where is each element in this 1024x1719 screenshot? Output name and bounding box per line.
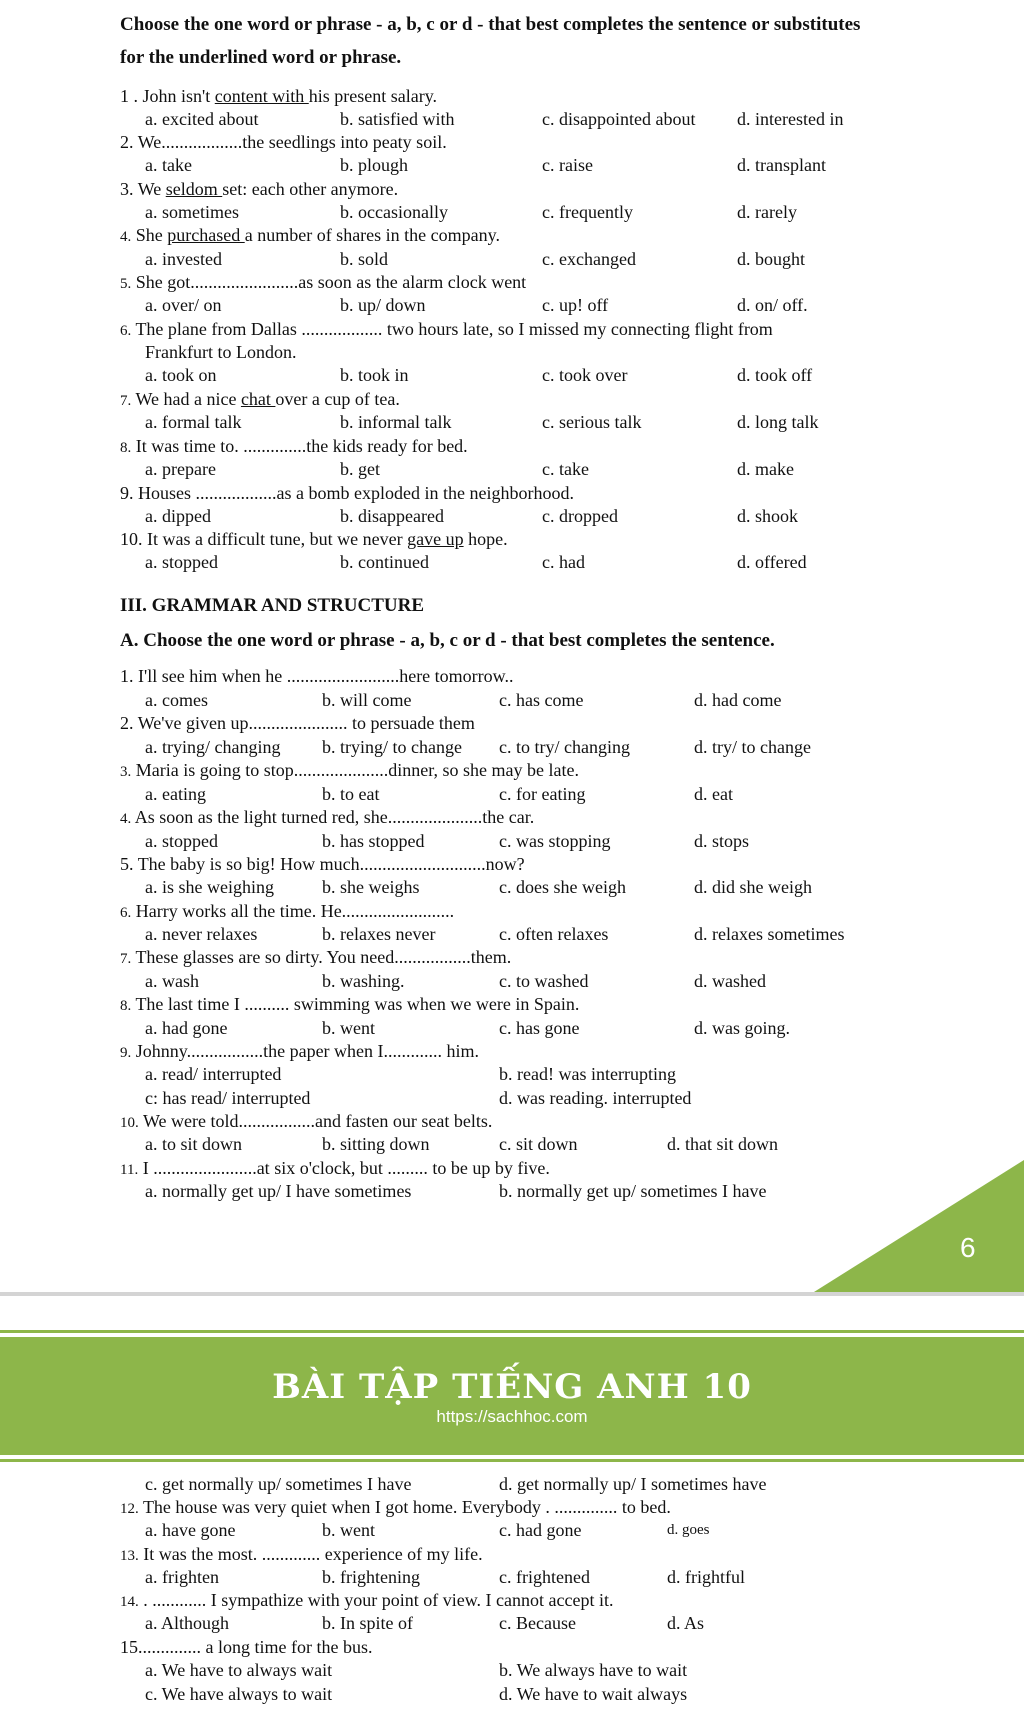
question-number: 4.	[120, 811, 132, 827]
section-subheading: A. Choose the one word or phrase - a, b, c or d - that best completes the sentence.	[120, 630, 775, 651]
option-d: d. make	[737, 459, 794, 479]
option-c: c. had gone	[499, 1520, 582, 1540]
option-c: c. up! off	[542, 295, 609, 315]
question-number: 1.	[120, 666, 134, 686]
option-a: a. have gone	[145, 1520, 236, 1540]
question-number: 3.	[120, 764, 132, 780]
question-6-continuation: Frankfurt to London.	[145, 342, 297, 362]
option-c: c. was stopping	[499, 831, 611, 851]
option-d: d. did she weigh	[694, 877, 812, 897]
question-number: 13.	[120, 1548, 139, 1564]
option-a: a. normally get up/ I have sometimes	[145, 1181, 412, 1201]
option-d: d. eat	[694, 784, 733, 804]
option-a: a. comes	[145, 690, 208, 710]
option-d: d. try/ to change	[694, 737, 811, 757]
option-a: a. to sit down	[145, 1134, 242, 1154]
option-a: a. over/ on	[145, 295, 222, 315]
underlined-phrase: seldom	[165, 179, 223, 199]
option-d: d. long talk	[737, 412, 819, 432]
option-c: c. to washed	[499, 971, 589, 991]
underlined-phrase: gave up	[407, 529, 464, 549]
option-a: a. took on	[145, 365, 217, 385]
options-row	[0, 1519, 1024, 1542]
options-row	[0, 1683, 1024, 1706]
option-a: a. take	[145, 155, 192, 175]
option-b: b. disappeared	[340, 506, 444, 526]
question-number: 7.	[120, 951, 132, 967]
question-number: 15.	[120, 1637, 143, 1657]
grammar-question-14: 14. . ............ I sympathize with your point of view. I cannot accept it.	[120, 1590, 614, 1610]
option-b: b. continued	[340, 552, 429, 572]
option-d: d. stops	[694, 831, 750, 851]
option-a: a. stopped	[145, 831, 218, 851]
question-number: 14.	[120, 1594, 139, 1610]
option-a: a. stopped	[145, 552, 218, 572]
question-number: 3.	[120, 179, 134, 199]
underlined-phrase: content with	[214, 86, 309, 106]
underlined-phrase: purchased	[167, 225, 245, 245]
option-b: b. sitting down	[322, 1134, 430, 1154]
question-2: 2. We..................the seedlings into peaty soil.	[120, 132, 447, 152]
option-b: b. up/ down	[340, 295, 426, 315]
options-row	[0, 1612, 1024, 1635]
option-a: a. eating	[145, 784, 206, 804]
question-number: 4.	[120, 229, 132, 245]
banner-title: BÀI TẬP TIẾNG ANH 10	[272, 1367, 752, 1407]
option-c: c. has come	[499, 690, 584, 710]
question-number: 7.	[120, 393, 132, 409]
option-d: d. get normally up/ I sometimes have	[499, 1474, 767, 1494]
option-a: a. excited about	[145, 109, 259, 129]
question-6: 6. The plane from Dallas .................. two hours late, so I missed my connecting flight from	[120, 319, 773, 339]
banner-url: https://sachhoc.com	[436, 1407, 588, 1426]
question-number: 9.	[120, 1045, 132, 1061]
grammar-question-12: 12. The house was very quiet when I got home. Everybody . .............. to bed.	[120, 1497, 671, 1517]
question-5: 5. She got........................as soon as the alarm clock went	[120, 272, 527, 292]
option-d: d. bought	[737, 249, 806, 269]
option-a: a. dipped	[145, 506, 211, 526]
question-4: 4. She purchased a number of shares in the company.	[120, 225, 500, 245]
underlined-phrase: chat	[240, 389, 276, 409]
option-a: a. prepare	[145, 459, 216, 479]
option-b: b. read! was interrupting	[499, 1064, 676, 1084]
option-d: d. offered	[737, 552, 807, 572]
option-d: d. relaxes sometimes	[694, 924, 845, 944]
option-b: b. went	[322, 1018, 375, 1038]
question-7: 7. We had a nice chat over a cup of tea.	[120, 389, 400, 409]
option-b: b. normally get up/ sometimes I have	[499, 1181, 767, 1201]
option-b: b. took in	[340, 365, 409, 385]
option-d: d. frightful	[667, 1567, 745, 1587]
question-8: 8. It was time to. ..............the kids ready for bed.	[120, 436, 468, 456]
page-number: 6	[960, 1232, 976, 1263]
option-c: c. sit down	[499, 1134, 578, 1154]
options-row	[0, 1659, 1024, 1682]
grammar-question-8: 8. The last time I .......... swimming was when we were in Spain.	[120, 994, 580, 1014]
option-a: a. formal talk	[145, 412, 242, 432]
option-d: d. had come	[694, 690, 782, 710]
option-b: b. washing.	[322, 971, 405, 991]
grammar-question-15: 15.............. a long time for the bus.	[120, 1637, 373, 1657]
option-c: c. raise	[542, 155, 593, 175]
grammar-question-1: 1. I'll see him when he .........................here tomorrow..	[120, 666, 514, 686]
option-d: d. washed	[694, 971, 766, 991]
option-d: d. As	[667, 1613, 705, 1633]
question-9: 9. Houses ..................as a bomb exploded in the neighborhood.	[120, 483, 574, 503]
grammar-question-5: 5. The baby is so big! How much............................now?	[120, 854, 525, 874]
question-number: 5.	[120, 854, 134, 874]
option-c: c. We have always to wait	[145, 1684, 333, 1704]
question-number: 1 .	[120, 86, 138, 106]
option-c: c. get normally up/ sometimes I have	[145, 1474, 412, 1494]
option-b: b. she weighs	[322, 877, 420, 897]
instruction-line-1: Choose the one word or phrase - a, b, c or d - that best completes the sentence or substitutes	[120, 14, 861, 35]
option-c: c. took over	[542, 365, 628, 385]
question-number: 5.	[120, 276, 132, 292]
banner-rule-bottom	[0, 1459, 1024, 1462]
option-b: b. occasionally	[340, 202, 448, 222]
banner-rule-top	[0, 1330, 1024, 1333]
grammar-question-2: 2. We've given up...................... to persuade them	[120, 713, 475, 733]
option-d: d. shook	[737, 506, 799, 526]
option-b: b. informal talk	[340, 412, 452, 432]
option-c: c. had	[542, 552, 585, 572]
option-a: a. sometimes	[145, 202, 239, 222]
grammar-question-13: 13. It was the most. ............. experience of my life.	[120, 1544, 483, 1564]
option-c: c. frightened	[499, 1567, 590, 1587]
option-a: a. read/ interrupted	[145, 1064, 282, 1084]
option-c: c: has read/ interrupted	[145, 1088, 311, 1108]
question-number: 8.	[120, 998, 132, 1014]
option-d: d. that sit down	[667, 1134, 778, 1154]
grammar-question-9: 9. Johnny.................the paper when I............. him.	[120, 1041, 480, 1061]
option-d: d. was going.	[694, 1018, 790, 1038]
option-a: a. trying/ changing	[145, 737, 281, 757]
section-heading: III. GRAMMAR AND STRUCTURE	[120, 595, 425, 616]
option-b: b. sold	[340, 249, 389, 269]
option-b: b. to eat	[322, 784, 380, 804]
option-a: a. never relaxes	[145, 924, 258, 944]
option-d: d. rarely	[737, 202, 797, 222]
option-d: d. took off	[737, 365, 813, 385]
instruction-line-2: for the underlined word or phrase.	[120, 47, 402, 68]
grammar-question-3: 3. Maria is going to stop.....................dinner, so she may be late.	[120, 760, 579, 780]
option-d: d. on/ off.	[737, 295, 808, 315]
option-b: b. has stopped	[322, 831, 425, 851]
option-c: c. frequently	[542, 202, 633, 222]
option-a: a. frighten	[145, 1567, 219, 1587]
question-10: 10. It was a difficult tune, but we never gave up hope.	[120, 529, 508, 549]
question-number: 2.	[120, 132, 134, 152]
question-number: 10.	[120, 1115, 139, 1131]
options-row	[0, 1473, 1024, 1496]
option-d: d. interested in	[737, 109, 844, 129]
question-3: 3. We seldom set: each other anymore.	[120, 179, 399, 199]
option-c: c. dropped	[542, 506, 618, 526]
option-b: b. satisfied with	[340, 109, 455, 129]
option-d: d. We have to wait always	[499, 1684, 688, 1704]
option-a: a. is she weighing	[145, 877, 274, 897]
option-b: b. will come	[322, 690, 412, 710]
option-c: c. Because	[499, 1613, 576, 1633]
option-b: b. frightening	[322, 1567, 420, 1587]
option-a: a. had gone	[145, 1018, 228, 1038]
option-c: c. for eating	[499, 784, 586, 804]
page-divider	[0, 1292, 1024, 1296]
question-number: 8.	[120, 440, 132, 456]
question-number: 9.	[120, 483, 134, 503]
option-c: c. take	[542, 459, 589, 479]
option-c: c. serious talk	[542, 412, 642, 432]
question-number: 6.	[120, 905, 132, 921]
question-number: 6.	[120, 323, 132, 339]
option-c: c. does she weigh	[499, 877, 626, 897]
option-b: b. get	[340, 459, 380, 479]
option-b: b. plough	[340, 155, 409, 175]
option-b: b. trying/ to change	[322, 737, 462, 757]
option-c: c. exchanged	[542, 249, 636, 269]
question-number: 2.	[120, 713, 134, 733]
options-row	[0, 1566, 1024, 1589]
question-number: 10.	[120, 529, 143, 549]
option-c: c. to try/ changing	[499, 737, 630, 757]
option-b: b. went	[322, 1520, 375, 1540]
question-number: 11.	[120, 1162, 139, 1178]
option-b: b. We always have to wait	[499, 1660, 688, 1680]
option-b: b. relaxes never	[322, 924, 436, 944]
option-a: a. Although	[145, 1613, 229, 1633]
grammar-question-11: 11. I .......................at six o'clock, but ......... to be up by five.	[120, 1158, 550, 1178]
question-1: 1 . John isn't content with his present salary.	[120, 86, 438, 106]
question-number: 12.	[120, 1501, 139, 1517]
option-d: d. goes	[667, 1522, 710, 1538]
option-d: d. was reading. interrupted	[499, 1088, 692, 1108]
option-c: c. has gone	[499, 1018, 580, 1038]
option-b: b. In spite of	[322, 1613, 413, 1633]
grammar-question-4: 4. As soon as the light turned red, she.....................the car.	[120, 807, 535, 827]
grammar-question-6: 6. Harry works all the time. He.........................	[120, 901, 455, 921]
option-d: d. transplant	[737, 155, 826, 175]
option-a: a. wash	[145, 971, 199, 991]
option-c: c. disappointed about	[542, 109, 696, 129]
option-c: c. often relaxes	[499, 924, 609, 944]
option-a: a. We have to always wait	[145, 1660, 333, 1680]
grammar-question-10: 10. We were told.................and fasten our seat belts.	[120, 1111, 493, 1131]
option-a: a. invested	[145, 249, 222, 269]
grammar-question-7: 7. These glasses are so dirty. You need.................them.	[120, 947, 512, 967]
